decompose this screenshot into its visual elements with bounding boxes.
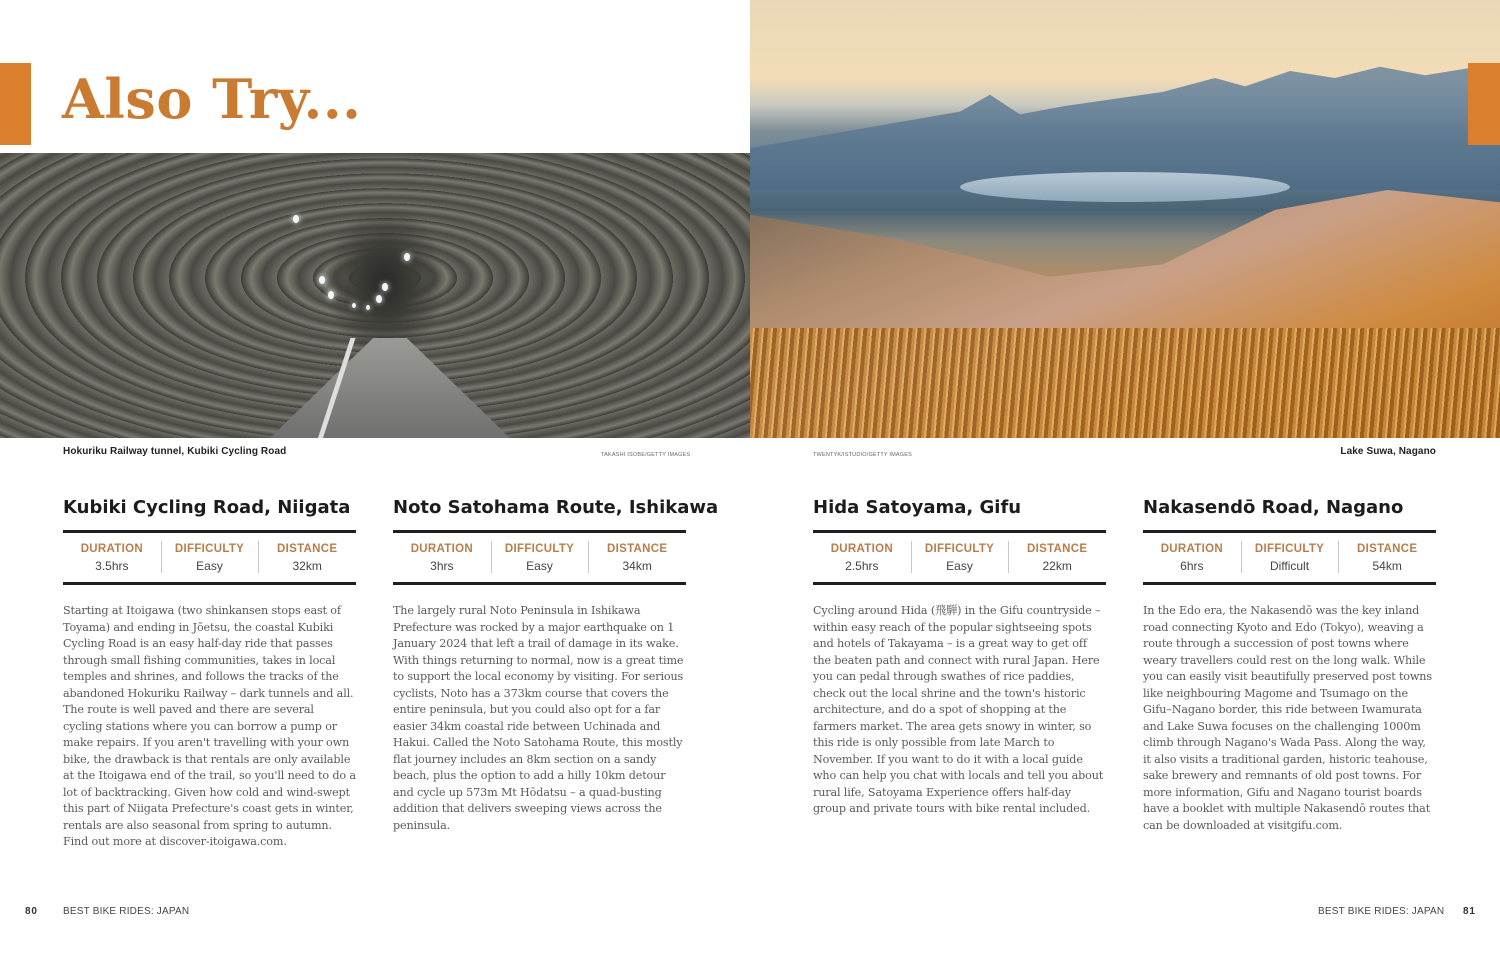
stat-label: DISTANCE (1357, 542, 1418, 555)
stat-label: DIFFICULTY (504, 542, 575, 555)
tunnel-light (366, 305, 370, 310)
stat-value: Difficult (1269, 558, 1310, 573)
route-title: Noto Satohama Route, Ishikawa (393, 497, 719, 518)
route-nakasendo (1143, 496, 1436, 834)
stat-difficulty (161, 541, 259, 575)
route-title: Hida Satoyama, Gifu (813, 497, 1022, 518)
route-title: Nakasendō Road, Nagano (1143, 497, 1404, 518)
stat-difficulty (1241, 541, 1339, 575)
route-description: Starting at Itoigawa (two shinkansen stops east of Toyama) and ending in Jōetsu, the coastal Kubiki Cycling Road is an easy half-day ride that passes through small fishing communities, takes in local temples and shrines, and follows the tracks of the abandoned Hokuriku Railway – dark tunnels and all. The route is well paved and there are several cycling stations where you can borrow a pump or make repairs. If you aren't travelling with your own bike, the drawback is that rentals are only available at the Itoigawa end of the trail, so you'll need to do a lot of backtracking. Given how cold and wind-swept this part of Niigata Prefecture's coast gets in winter, rentals are also seasonal from spring to autumn. Find out more at discover-itoigawa.com. (63, 604, 356, 848)
golden-grass (750, 328, 1500, 438)
stat-duration (813, 541, 911, 575)
page-number-right: 81 (1463, 906, 1476, 917)
stat-label: DURATION (830, 542, 893, 555)
route-title: Kubiki Cycling Road, Niigata (63, 497, 351, 518)
photo-credit-right: TWENTYK/ISTUDIO/GETTY IMAGES (813, 452, 913, 458)
page-title: Also Try... (62, 67, 362, 131)
route-stats (63, 530, 356, 585)
section-tab-left (0, 63, 31, 145)
stat-distance (1338, 541, 1436, 575)
stat-distance (588, 541, 686, 575)
route-hida (813, 496, 1106, 818)
running-head-left: BEST BIKE RIDES: JAPAN (63, 906, 190, 917)
route-description: The largely rural Noto Peninsula in Ishikawa Prefecture was rocked by a major earthquake on 1 January 2024 that left a trail of damage in its wake. With things returning to normal, now is a great time to support the local economy by visiting. For serious cyclists, Noto has a 373km course that covers the entire peninsula, but you could also opt for a far easier 34km coastal ride between Uchinada and Hakui. Called the Noto Satohama Route, this mostly flat journey includes an 8km section on a sandy beach, plus the option to add a hilly 10km detour and cycle up 573m Mt Hōdatsu – a quad-busting addition that delivers sweeping views across the peninsula. (393, 604, 684, 832)
tunnel-light (319, 276, 325, 284)
tunnel-light (352, 303, 356, 308)
running-head-right: BEST BIKE RIDES: JAPAN (1318, 906, 1445, 917)
stat-value: Easy (946, 558, 973, 573)
lake-suwa-photo (750, 0, 1500, 438)
stat-duration (63, 541, 161, 575)
stat-label: DURATION (410, 542, 473, 555)
tunnel-light (293, 215, 299, 223)
stat-label: DIFFICULTY (1254, 542, 1325, 555)
tunnel-light (328, 291, 334, 299)
stat-label: DISTANCE (607, 542, 668, 555)
stat-label: DIFFICULTY (924, 542, 995, 555)
tunnel-photo (0, 153, 750, 438)
stat-value: 3hrs (430, 558, 454, 573)
route-kubiki (63, 496, 356, 851)
stat-label: DURATION (1160, 542, 1223, 555)
tunnel-light (376, 295, 382, 303)
stat-duration (393, 541, 491, 575)
photo-caption-right: Lake Suwa, Nagano (1340, 446, 1436, 457)
stat-difficulty (491, 541, 589, 575)
route-description: In the Edo era, the Nakasendō was the key inland road connecting Kyoto and Edo (Tokyo), weaving a route through a succession of post towns where weary travellers could rest on the long walk. While you can easily visit beautifully preserved post towns like neighbouring Magome and Tsumago on the Gifu–Nagano border, this ride between Iwamurata and Lake Suwa focuses on the challenging 1000m climb through Nagano's Wada Pass. Along the way, it also visits a traditional garden, historic teahouse, sake brewery and remnants of old post towns. For more information, Gifu and Nagano tourist boards have a booklet with multiple Nakasendō routes that can be downloaded at visitgifu.com. (1143, 604, 1432, 832)
stat-label: DIFFICULTY (174, 542, 245, 555)
photo-caption-left: Hokuriku Railway tunnel, Kubiki Cycling Road (63, 446, 287, 457)
stat-difficulty (911, 541, 1009, 575)
stat-value: Easy (526, 558, 553, 573)
stat-duration (1143, 541, 1241, 575)
stat-value: 6hrs (1180, 558, 1204, 573)
stat-value: 32km (292, 558, 322, 573)
stat-value: 54km (1372, 558, 1402, 573)
route-stats (393, 530, 686, 585)
stat-label: DISTANCE (1027, 542, 1088, 555)
stat-value: 22km (1042, 558, 1072, 573)
mountain-range (750, 50, 1500, 190)
photo-credit-left: TAKASHI ISOBE/GETTY IMAGES (601, 452, 691, 458)
stat-label: DURATION (80, 542, 143, 555)
stat-value: 2.5hrs (845, 558, 879, 573)
tunnel-road (270, 338, 510, 438)
route-stats (813, 530, 1106, 585)
stat-value: 3.5hrs (95, 558, 129, 573)
stat-value: 34km (622, 558, 652, 573)
tunnel-light (404, 253, 410, 261)
stat-distance (1008, 541, 1106, 575)
section-tab-right (1468, 63, 1500, 145)
route-noto (393, 496, 719, 834)
stat-distance (258, 541, 356, 575)
route-stats (1143, 530, 1436, 585)
stat-label: DISTANCE (277, 542, 338, 555)
tunnel-light (382, 283, 388, 291)
route-description: Cycling around Hida (飛騨) in the Gifu countryside – within easy reach of the popular sightseeing spots and hotels of Takayama – is a great way to get off the beaten path and connect with rural Japan. Here you can pedal through swathes of rice paddies, check out the local shrine and the town's historic architecture, and do a spot of shopping at the farmers market. The area gets snowy in winter, so this ride is only possible from late March to November. If you want to do it with a local guide who can help you chat with locals and tell you about rural life, Satoyama Experience offers half-day group and private tours with bike rental included. (813, 604, 1104, 815)
lake (960, 172, 1290, 202)
page-number-left: 80 (25, 906, 38, 917)
stat-value: Easy (196, 558, 223, 573)
